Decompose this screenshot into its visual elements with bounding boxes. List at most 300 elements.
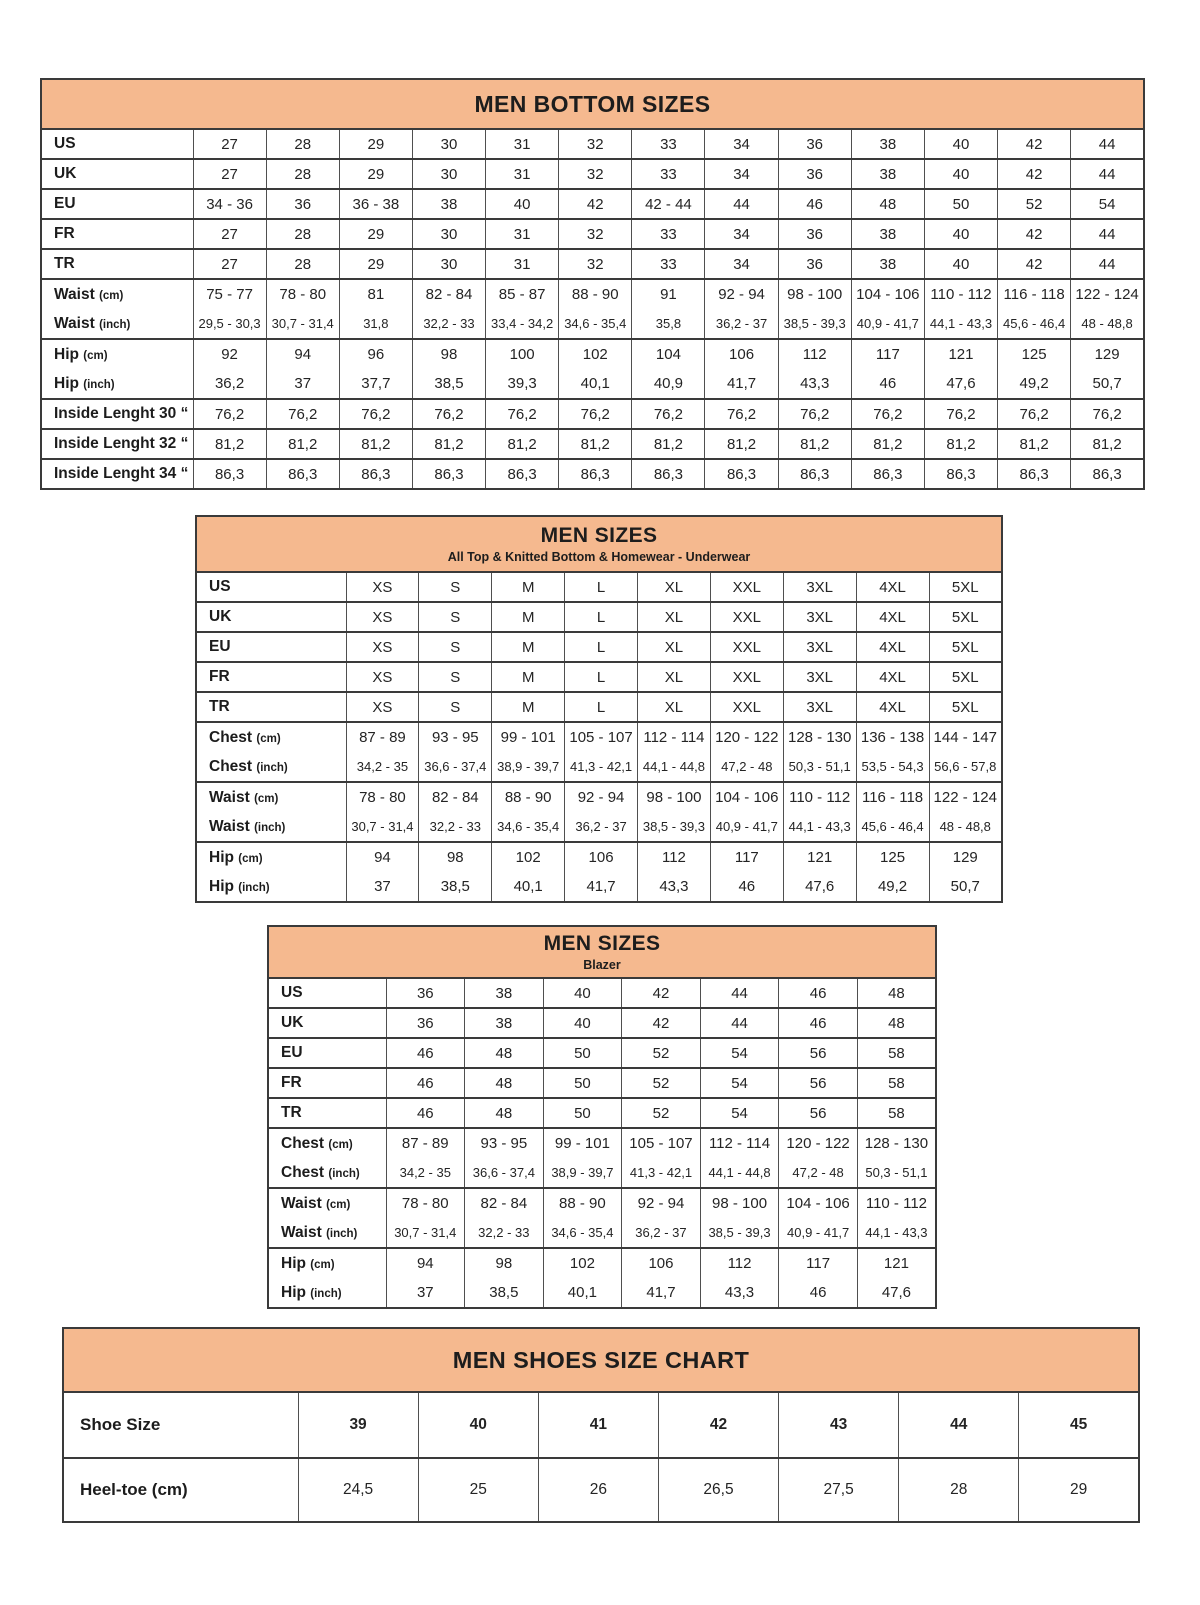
row-label <box>63 1392 298 1458</box>
table-cell: 44 <box>705 189 778 219</box>
table-cell: 24,5 <box>298 1458 418 1522</box>
table-cell: 52 <box>998 189 1071 219</box>
table-cell: 31 <box>486 249 559 279</box>
table-cell: 36,2 - 37 <box>565 812 638 842</box>
row-label-unit: (inch) <box>238 881 270 894</box>
table-cell: 106 <box>622 1248 701 1278</box>
table-cell: 41,3 - 42,1 <box>565 752 638 782</box>
row-label-unit: (cm) <box>326 1198 351 1211</box>
table-cell: 36 <box>778 219 851 249</box>
table-cell: 31 <box>486 159 559 189</box>
table-cell: 110 - 112 <box>857 1188 936 1218</box>
table-cell: M <box>492 692 565 722</box>
table-cell: 4XL <box>856 602 929 632</box>
table-cell: 27,5 <box>779 1458 899 1522</box>
table-cell: 116 - 118 <box>856 782 929 812</box>
table-cell: 38 <box>851 219 924 249</box>
table-cell: 99 - 101 <box>492 722 565 752</box>
table-cell: 50,7 <box>1071 369 1144 399</box>
table-cell: 4XL <box>856 662 929 692</box>
table-cell: 125 <box>998 339 1071 369</box>
row-label-text: US <box>209 578 231 595</box>
table-cell: 29 <box>339 249 412 279</box>
row-label <box>196 872 346 902</box>
table-cell: 49,2 <box>856 872 929 902</box>
table-cell: 48 <box>857 978 936 1008</box>
row-label-unit: (cm) <box>99 289 124 302</box>
table-cell: 44,1 - 44,8 <box>638 752 711 782</box>
table-cell: 50 <box>543 1038 622 1068</box>
row-label-text: FR <box>54 225 75 242</box>
table-cell: 94 <box>386 1248 465 1278</box>
table-cell: 46 <box>779 1008 858 1038</box>
table-cell: 86,3 <box>486 459 559 489</box>
table-cell: 41,7 <box>705 369 778 399</box>
row-label-text: UK <box>281 1014 304 1031</box>
row-label <box>41 159 193 189</box>
row-label <box>63 1458 298 1522</box>
table-cell: 81,2 <box>998 429 1071 459</box>
table-cell: 92 - 94 <box>622 1188 701 1218</box>
table-cell: 105 - 107 <box>565 722 638 752</box>
table-cell: 36 <box>386 1008 465 1038</box>
table-cell: 5XL <box>929 632 1002 662</box>
table-cell: 104 - 106 <box>851 279 924 309</box>
table-cell: 86,3 <box>339 459 412 489</box>
row-label <box>41 279 193 309</box>
table-cell: 94 <box>346 842 419 872</box>
table-cell: 40,1 <box>492 872 565 902</box>
table-cell: 129 <box>929 842 1002 872</box>
table-cell: 105 - 107 <box>622 1128 701 1158</box>
table-subtitle: All Top & Knitted Bottom & Homewear - Underwear <box>447 550 751 564</box>
table-cell: 40,9 - 41,7 <box>851 309 924 339</box>
table-cell: 29 <box>1019 1458 1139 1522</box>
table-cell: 81,2 <box>632 429 705 459</box>
table-cell: 117 <box>779 1248 858 1278</box>
table-cell: 54 <box>1071 189 1144 219</box>
table-cell: 75 - 77 <box>193 279 266 309</box>
table-cell: 52 <box>622 1068 701 1098</box>
table-cell: 54 <box>700 1038 779 1068</box>
table-cell: S <box>419 572 492 602</box>
table-cell: 102 <box>559 339 632 369</box>
table-cell: XXL <box>710 572 783 602</box>
table-cell: 28 <box>266 249 339 279</box>
table-cell: L <box>565 602 638 632</box>
table-cell: 38 <box>851 249 924 279</box>
table-cell: 26,5 <box>658 1458 778 1522</box>
table-header <box>196 516 1002 572</box>
table-cell: 38 <box>465 1008 544 1038</box>
table-cell: 30 <box>412 129 485 159</box>
table-cell: 41,3 - 42,1 <box>622 1158 701 1188</box>
table-cell: 54 <box>700 1098 779 1128</box>
table-cell: 36 <box>778 129 851 159</box>
table-cell: 58 <box>857 1098 936 1128</box>
row-label <box>41 309 193 339</box>
table-cell: 78 - 80 <box>346 782 419 812</box>
table-cell: 38 <box>412 189 485 219</box>
row-label-text: TR <box>54 255 75 272</box>
table-cell: 112 <box>778 339 851 369</box>
table-cell: XL <box>638 662 711 692</box>
table-cell: 4XL <box>856 632 929 662</box>
table-cell: 82 - 84 <box>465 1188 544 1218</box>
table-cell: 76,2 <box>632 399 705 429</box>
row-label-text: Shoe Size <box>80 1415 161 1434</box>
table-cell: 3XL <box>783 602 856 632</box>
table-cell: XS <box>346 632 419 662</box>
table-cell: 38 <box>851 129 924 159</box>
table-cell: 50,7 <box>929 872 1002 902</box>
table-cell: 44 <box>1071 249 1144 279</box>
table-cell: XS <box>346 692 419 722</box>
row-label-text: Waist <box>281 1194 322 1212</box>
table-cell: 44,1 - 43,3 <box>857 1218 936 1248</box>
table-cell: 48 - 48,8 <box>1071 309 1144 339</box>
table-cell: 106 <box>565 842 638 872</box>
row-label <box>41 339 193 369</box>
table-cell: 39 <box>298 1392 418 1458</box>
row-label-text: Waist <box>54 285 95 303</box>
table-cell: 43,3 <box>638 872 711 902</box>
table-cell: 33,4 - 34,2 <box>486 309 559 339</box>
row-label <box>268 1188 386 1218</box>
table-cell: 42 <box>998 219 1071 249</box>
row-label-text: Waist <box>281 1223 322 1241</box>
table-cell: 34 <box>705 129 778 159</box>
table-cell: 32,2 - 33 <box>412 309 485 339</box>
table-cell: XXL <box>710 662 783 692</box>
table-cell: 31 <box>486 219 559 249</box>
table-cell: 76,2 <box>778 399 851 429</box>
table-cell: 40,1 <box>543 1278 622 1308</box>
row-label-unit: (inch) <box>83 378 115 391</box>
row-label-unit: (cm) <box>310 1258 335 1271</box>
table-cell: 42 <box>998 249 1071 279</box>
table-cell: 86,3 <box>778 459 851 489</box>
table-cell: 40 <box>924 219 997 249</box>
table-cell: 76,2 <box>266 399 339 429</box>
table-cell: L <box>565 632 638 662</box>
table-cell: 81,2 <box>705 429 778 459</box>
row-label-text: EU <box>209 638 231 655</box>
table-title: MEN SIZES <box>540 524 658 547</box>
table-cell: 106 <box>705 339 778 369</box>
table-cell: 3XL <box>783 692 856 722</box>
table-cell: 42 <box>998 129 1071 159</box>
row-label-text: Hip <box>281 1283 306 1301</box>
table-cell: 40 <box>924 159 997 189</box>
row-label-unit: (cm) <box>238 852 263 865</box>
table-cell: 45,6 - 46,4 <box>998 309 1071 339</box>
table-cell: 35,8 <box>632 309 705 339</box>
row-label-text: US <box>54 135 76 152</box>
table-cell: 32,2 - 33 <box>419 812 492 842</box>
table-cell: 100 <box>486 339 559 369</box>
row-label-text: FR <box>209 668 230 685</box>
row-label <box>268 1128 386 1158</box>
table-cell: 46 <box>386 1038 465 1068</box>
table-cell: 43 <box>779 1392 899 1458</box>
row-label-unit: (inch) <box>256 761 288 774</box>
row-label <box>268 978 386 1008</box>
table-cell: 44,1 - 43,3 <box>783 812 856 842</box>
table-cell: 41,7 <box>565 872 638 902</box>
table-cell: 56 <box>779 1038 858 1068</box>
table-cell: 36,2 - 37 <box>705 309 778 339</box>
table-cell: 39,3 <box>486 369 559 399</box>
table-cell: 81,2 <box>851 429 924 459</box>
row-label <box>41 219 193 249</box>
table-cell: 27 <box>193 159 266 189</box>
table-cell: 40 <box>543 1008 622 1038</box>
table-cell: 86,3 <box>924 459 997 489</box>
row-label-unit: (inch) <box>99 318 131 331</box>
table-cell: 98 - 100 <box>638 782 711 812</box>
table-cell: 92 - 94 <box>705 279 778 309</box>
table-cell: XL <box>638 602 711 632</box>
table-cell: 25 <box>418 1458 538 1522</box>
row-label-text: UK <box>209 608 232 625</box>
table-cell: 37 <box>346 872 419 902</box>
table-cell: 37 <box>386 1278 465 1308</box>
row-label <box>196 842 346 872</box>
table-cell: 76,2 <box>1071 399 1144 429</box>
table-cell: 116 - 118 <box>998 279 1071 309</box>
table-cell: 85 - 87 <box>486 279 559 309</box>
table-cell: 120 - 122 <box>779 1128 858 1158</box>
table-cell: 49,2 <box>998 369 1071 399</box>
row-label-text: Hip <box>281 1254 306 1272</box>
row-label-unit: (cm) <box>254 792 279 805</box>
row-label <box>41 369 193 399</box>
table-cell: 122 - 124 <box>929 782 1002 812</box>
table-cell: 38,5 - 39,3 <box>700 1218 779 1248</box>
table-cell: 86,3 <box>193 459 266 489</box>
men-sizes-tops-table <box>195 515 1003 903</box>
table-cell: 128 - 130 <box>857 1128 936 1158</box>
table-cell: 32,2 - 33 <box>465 1218 544 1248</box>
table-cell: 136 - 138 <box>856 722 929 752</box>
row-label <box>268 1218 386 1248</box>
table-cell: 34,2 - 35 <box>346 752 419 782</box>
table-cell: 50 <box>543 1068 622 1098</box>
table-cell: 34,6 - 35,4 <box>559 309 632 339</box>
row-label-text: TR <box>209 698 230 715</box>
table-cell: 110 - 112 <box>924 279 997 309</box>
table-title: MEN SIZES <box>543 932 661 955</box>
table-cell: L <box>565 662 638 692</box>
table-cell: 81,2 <box>1071 429 1144 459</box>
table-cell: 38 <box>465 978 544 1008</box>
table-cell: 86,3 <box>266 459 339 489</box>
table-cell: 98 <box>465 1248 544 1278</box>
table-cell: 76,2 <box>193 399 266 429</box>
table-title: MEN BOTTOM SIZES <box>474 90 711 117</box>
table-cell: 38,5 <box>419 872 492 902</box>
table-cell: L <box>565 572 638 602</box>
table-cell: 30 <box>412 219 485 249</box>
table-cell: 76,2 <box>486 399 559 429</box>
table-cell: 45 <box>1019 1392 1139 1458</box>
table-cell: 38,9 - 39,7 <box>492 752 565 782</box>
table-cell: S <box>419 602 492 632</box>
table-cell: S <box>419 692 492 722</box>
table-cell: 128 - 130 <box>783 722 856 752</box>
table-cell: 47,6 <box>924 369 997 399</box>
table-cell: 44 <box>1071 159 1144 189</box>
row-label-text: Heel-toe (cm) <box>80 1480 188 1499</box>
table-cell: 48 <box>465 1038 544 1068</box>
table-cell: 36 <box>266 189 339 219</box>
table-cell: 29 <box>339 159 412 189</box>
table-cell: 5XL <box>929 572 1002 602</box>
row-label-text: Inside Lenght 32 “ <box>54 435 189 452</box>
table-cell: 81,2 <box>412 429 485 459</box>
table-cell: 86,3 <box>705 459 778 489</box>
table-cell: 41,7 <box>622 1278 701 1308</box>
table-cell: 5XL <box>929 692 1002 722</box>
table-cell: 99 - 101 <box>543 1128 622 1158</box>
table-cell: 76,2 <box>998 399 1071 429</box>
table-cell: 98 - 100 <box>778 279 851 309</box>
table-cell: 76,2 <box>705 399 778 429</box>
table-cell: 88 - 90 <box>492 782 565 812</box>
table-cell: 93 - 95 <box>419 722 492 752</box>
table-cell: 32 <box>559 159 632 189</box>
table-cell: 87 - 89 <box>386 1128 465 1158</box>
table-cell: XL <box>638 692 711 722</box>
row-label-text: Chest <box>209 728 253 746</box>
table-cell: 117 <box>851 339 924 369</box>
row-label <box>41 429 193 459</box>
table-cell: 30,7 - 31,4 <box>266 309 339 339</box>
table-cell: 38,5 <box>412 369 485 399</box>
table-cell: 44 <box>700 978 779 1008</box>
table-cell: 36,6 - 37,4 <box>419 752 492 782</box>
table-cell: 44 <box>1071 219 1144 249</box>
row-label-text: Inside Lenght 30 “ <box>54 405 189 422</box>
row-label-unit: (cm) <box>256 732 281 745</box>
table-cell: 48 <box>465 1098 544 1128</box>
table-header <box>41 79 1144 129</box>
table-cell: XL <box>638 572 711 602</box>
table-cell: 120 - 122 <box>710 722 783 752</box>
table-cell: 42 <box>559 189 632 219</box>
row-label-text: Chest <box>281 1134 325 1152</box>
row-label <box>268 1158 386 1188</box>
table-cell: XXL <box>710 632 783 662</box>
table-cell: 31 <box>486 129 559 159</box>
table-cell: 47,6 <box>857 1278 936 1308</box>
row-label-text: UK <box>54 165 77 182</box>
row-label-text: Waist <box>209 817 250 835</box>
table-cell: 44 <box>899 1392 1019 1458</box>
table-cell: 43,3 <box>778 369 851 399</box>
row-label <box>268 1248 386 1278</box>
row-label-text: Hip <box>54 345 79 363</box>
table-cell: 28 <box>266 159 339 189</box>
table-cell: 121 <box>924 339 997 369</box>
table-cell: 34 <box>705 159 778 189</box>
row-label <box>196 752 346 782</box>
table-cell: 86,3 <box>998 459 1071 489</box>
table-cell: 78 - 80 <box>266 279 339 309</box>
table-cell: M <box>492 572 565 602</box>
table-cell: 5XL <box>929 602 1002 632</box>
table-cell: XXL <box>710 602 783 632</box>
table-cell: 32 <box>559 219 632 249</box>
table-title: MEN SHOES SIZE CHART <box>452 1346 750 1373</box>
table-cell: 34 <box>705 219 778 249</box>
table-cell: 110 - 112 <box>783 782 856 812</box>
table-cell: 40 <box>486 189 559 219</box>
table-cell: 34 - 36 <box>193 189 266 219</box>
table-cell: XS <box>346 602 419 632</box>
table-cell: 36 <box>778 249 851 279</box>
table-cell: 125 <box>856 842 929 872</box>
table-cell: 33 <box>632 129 705 159</box>
table-cell: 58 <box>857 1038 936 1068</box>
row-label-text: FR <box>281 1074 302 1091</box>
table-cell: 52 <box>622 1098 701 1128</box>
table-cell: 34 <box>705 249 778 279</box>
table-cell: 40 <box>418 1392 538 1458</box>
table-cell: 34,6 - 35,4 <box>492 812 565 842</box>
table-cell: 129 <box>1071 339 1144 369</box>
table-cell: 37 <box>266 369 339 399</box>
row-label <box>41 189 193 219</box>
table-cell: 81 <box>339 279 412 309</box>
table-cell: 81,2 <box>924 429 997 459</box>
table-cell: 112 - 114 <box>638 722 711 752</box>
table-cell: 86,3 <box>559 459 632 489</box>
table-cell: 86,3 <box>851 459 924 489</box>
table-cell: 76,2 <box>851 399 924 429</box>
table-cell: 86,3 <box>412 459 485 489</box>
row-label <box>196 812 346 842</box>
row-label <box>41 249 193 279</box>
table-cell: 30 <box>412 249 485 279</box>
table-cell: 104 - 106 <box>710 782 783 812</box>
table-cell: XL <box>638 632 711 662</box>
table-cell: 76,2 <box>559 399 632 429</box>
table-cell: 47,2 - 48 <box>710 752 783 782</box>
row-label-text: Waist <box>209 788 250 806</box>
table-cell: 94 <box>266 339 339 369</box>
table-cell: 34,6 - 35,4 <box>543 1218 622 1248</box>
table-cell: XS <box>346 662 419 692</box>
table-cell: 36,2 - 37 <box>622 1218 701 1248</box>
row-label <box>196 572 346 602</box>
row-label <box>196 692 346 722</box>
table-cell: 36 <box>778 159 851 189</box>
row-label <box>268 1008 386 1038</box>
table-cell: 76,2 <box>924 399 997 429</box>
table-cell: 46 <box>851 369 924 399</box>
table-cell: 42 - 44 <box>632 189 705 219</box>
row-label <box>196 662 346 692</box>
table-cell: 30 <box>412 159 485 189</box>
table-cell: 40 <box>924 249 997 279</box>
table-cell: 86,3 <box>1071 459 1144 489</box>
table-cell: 81,2 <box>266 429 339 459</box>
table-cell: 4XL <box>856 692 929 722</box>
table-cell: 45,6 - 46,4 <box>856 812 929 842</box>
table-cell: 86,3 <box>632 459 705 489</box>
